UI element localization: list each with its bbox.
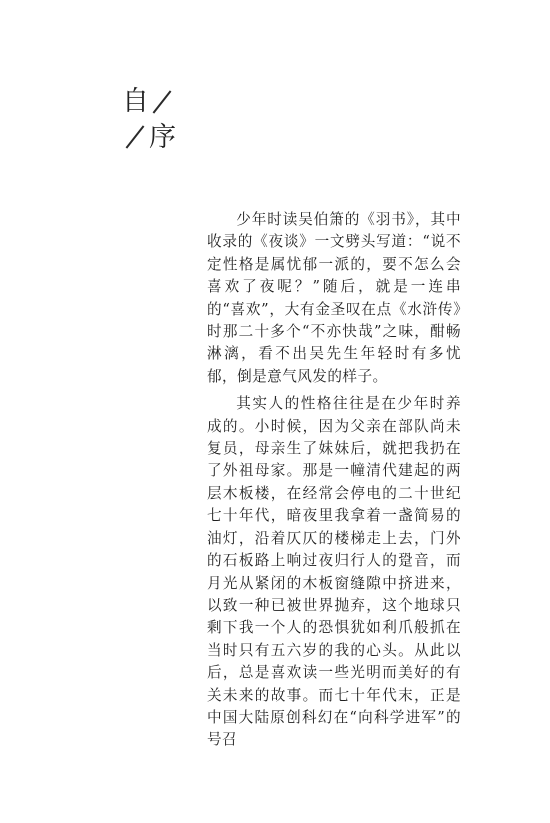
paragraph: 少年时读吴伯箫的《羽书》，其中收录的《夜谈》一文劈头写道：“说不定性格是属忧郁一派的，要不怎么会喜欢了夜呢？”随后，就是一连串的“喜欢”，大有金圣叹在点《水浒传》时那二十多个“不亦快哉”之味，酣畅淋漓，看不出吴先生年轻时有多忧郁，倒是意气风发的样子。	[207, 211, 461, 385]
slash-mark	[153, 90, 172, 113]
chapter-heading	[120, 88, 200, 158]
heading-char-xu: 序	[149, 122, 176, 153]
heading-char-zi: 自	[122, 86, 149, 117]
body-text	[207, 209, 461, 752]
paragraph: 其实人的性格往往是在少年时养成的。小时候，因为父亲在部队尚未复员，母亲生了妹妹后，就把我扔在了外祖母家。那是一幢清代建起的两层木板楼，在经常会停电的二十世纪七十年代，暗夜里我拿着一盏简易的油灯，沿着仄仄的楼梯走上去，门外的石板路上响过夜归行人的跫音，而月光从紧闭的木板窗缝隙中挤进来，以致一种已被世界抛弃，这个地球只剩下我一个人的恐惧犹如利爪般抓在当时只有五六岁的我的心头。从此以后，总是喜欢读一些光明而美好的有关未来的故事。而七十年代末，正是中国大陆原创科幻在“向科学进军”的号召	[207, 395, 461, 749]
slash-mark	[126, 125, 145, 148]
